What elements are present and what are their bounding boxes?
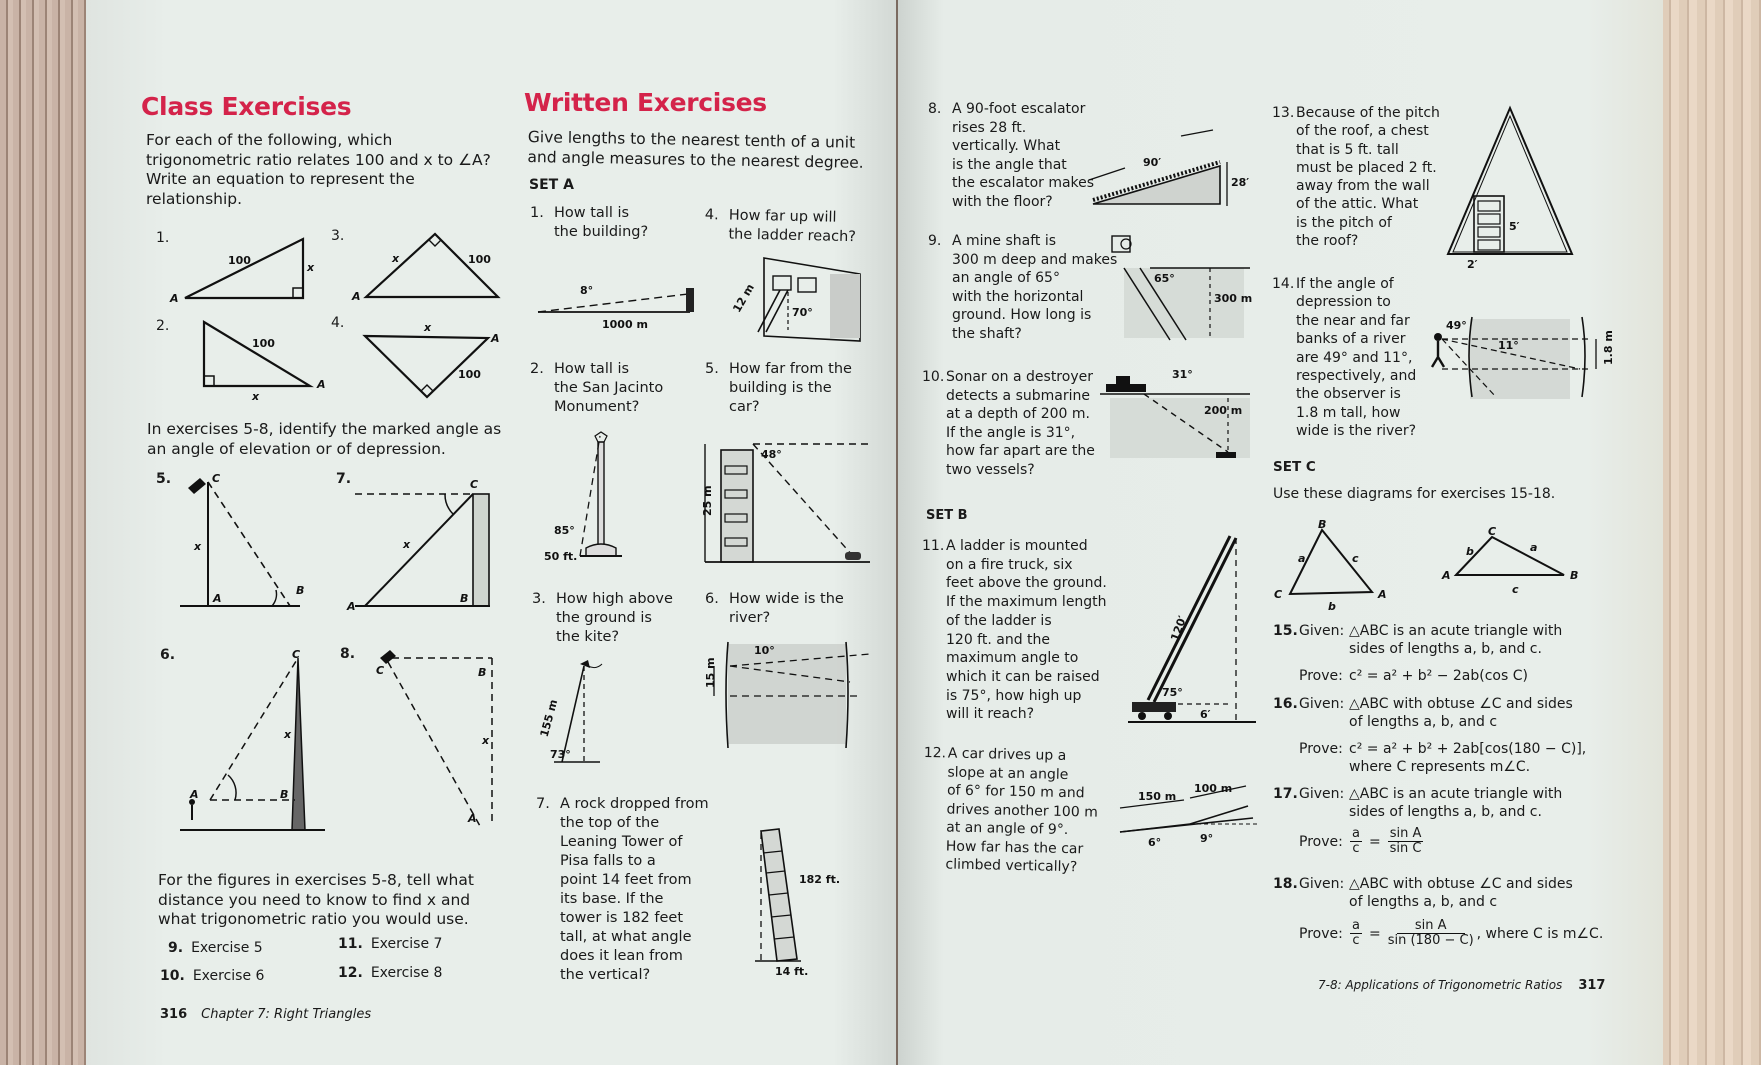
figure-7-cliff-diagram xyxy=(345,478,505,613)
svg-text:x: x xyxy=(403,538,411,551)
svg-text:200 m: 200 m xyxy=(1204,404,1243,417)
figure-5-flag-diagram xyxy=(180,470,310,610)
svg-text:B: B xyxy=(478,666,487,679)
class-exercises-intro: For each of the following, which trigonometric ratio relates 100 and x to ∠A? Write an equation to represent the relationship. xyxy=(146,131,491,208)
svg-text:c: c xyxy=(1512,583,1519,596)
figure-6-number: 6. xyxy=(160,647,176,663)
question-13: 13. Because of the pitch of the roof, a chest that is 5 ft. tall must be placed 2 ft. away from the wall of the attic. What is the pitch of the roof? xyxy=(1272,105,1440,250)
exercise-11: 11. Exercise 7 xyxy=(338,936,443,952)
svg-text:75°: 75° xyxy=(1162,686,1183,699)
written-q5: 5. How far from the building is the car? xyxy=(705,361,852,415)
q7-leaning-tower-diagram xyxy=(755,825,865,978)
svg-text:C: C xyxy=(376,664,385,677)
written-q6: 6. How wide is the river? xyxy=(705,591,844,626)
figure-1-triangle xyxy=(170,236,320,305)
q11-fire-truck-ladder-diagram xyxy=(1128,530,1258,730)
svg-text:A: A xyxy=(468,812,477,825)
page-number-317: 317 xyxy=(1578,978,1606,993)
svg-text:x: x xyxy=(392,252,400,265)
svg-text:A: A xyxy=(1442,569,1451,582)
svg-text:x: x xyxy=(424,321,432,334)
proof-15: 15.Given: △ABC is an acute triangle with sides of lengths a, b, and c. Prove: c² = a² + b² − 2ab(cos C) xyxy=(1273,623,1563,684)
svg-text:x: x xyxy=(252,390,260,403)
page-number-316: 316 xyxy=(160,1007,188,1022)
svg-text:100: 100 xyxy=(458,368,481,381)
written-q2: 2. How tall is the San Jacinto Monument? xyxy=(530,361,664,415)
right-page-footer xyxy=(1318,978,1605,993)
figure-8-number: 8. xyxy=(340,646,356,662)
question-10: 10. Sonar on a destroyer detects a submarine at a depth of 200 m. If the angle is 31°, how far apart are the two vessels? xyxy=(922,369,1095,478)
svg-text:B: B xyxy=(1570,569,1579,582)
svg-text:A: A xyxy=(352,290,361,303)
svg-text:65°: 65° xyxy=(1154,272,1175,285)
fraction-sinA-over-sin180C: $\frac{\text{sin A}}{\sin (180 - C)}$ xyxy=(1387,918,1474,948)
svg-text:c: c xyxy=(1352,552,1359,565)
svg-text:73°: 73° xyxy=(550,748,571,761)
q5-building-car-diagram xyxy=(695,440,875,570)
svg-text:12 m: 12 m xyxy=(730,281,757,315)
svg-text:b: b xyxy=(1466,545,1474,558)
svg-text:B: B xyxy=(280,788,289,801)
svg-text:100: 100 xyxy=(228,254,251,267)
figure-4-number: 4. xyxy=(331,315,345,331)
set-a-label: SET A xyxy=(529,177,574,193)
set-c-label: SET C xyxy=(1273,459,1316,475)
svg-text:B: B xyxy=(296,584,305,597)
svg-text:28′: 28′ xyxy=(1231,176,1250,189)
figure-3-number: 3. xyxy=(331,228,345,244)
set-b-label: SET B xyxy=(926,508,968,523)
written-q1: 1. How tall is the building? xyxy=(530,205,649,240)
figure-8-kite-diagram xyxy=(370,648,510,833)
q1-building-diagram xyxy=(538,282,698,332)
svg-text:B: B xyxy=(460,592,469,605)
svg-text:a: a xyxy=(1298,552,1306,565)
svg-text:300 m: 300 m xyxy=(1214,292,1253,305)
svg-text:x: x xyxy=(307,261,315,274)
acute-triangle-abc xyxy=(1270,518,1400,613)
svg-text:C: C xyxy=(1274,588,1283,601)
svg-text:b: b xyxy=(1328,600,1336,613)
fraction-a-over-c: $\frac{a}{c}$ xyxy=(1352,918,1360,948)
question-8: 8. A 90-foot escalator rises 28 ft. vertically. What is the angle that the escalator makes with the floor? xyxy=(928,101,1095,210)
figure-1-number: 1. xyxy=(156,230,170,246)
svg-text:A: A xyxy=(491,332,500,345)
svg-text:85°: 85° xyxy=(554,524,575,537)
svg-text:a: a xyxy=(1530,541,1538,554)
svg-text:100: 100 xyxy=(468,253,491,266)
set-c-intro: Use these diagrams for exercises 15-18. xyxy=(1273,486,1556,502)
svg-text:150 m: 150 m xyxy=(1138,790,1177,803)
exercise-9: 9. Exercise 5 xyxy=(168,940,263,956)
proof-16: 16.Given: △ABC with obtuse ∠C and sides of lengths a, b, and c Prove: c² = a² + b² + 2ab[cos(180 − C)], where C represents m∠C. xyxy=(1273,696,1587,775)
q6-river-diagram xyxy=(700,640,875,755)
q4-ladder-diagram xyxy=(730,256,860,346)
svg-text:49°: 49° xyxy=(1446,319,1467,332)
left-page-footer xyxy=(160,1007,371,1022)
question-11: 11. A ladder is mounted on a fire truck, six feet above the ground. If the maximum length of the ladder is 120 ft. and the maximum angle to which it can be raised is 75°, how high up will it reach? xyxy=(922,538,1107,723)
svg-text:9°: 9° xyxy=(1200,832,1214,845)
figure-6-tower-diagram xyxy=(180,650,330,835)
fraction-sinA-over-sinC: $\frac{\text{sin A}}{\text{sin C}}$ xyxy=(1389,826,1422,856)
svg-text:25 m: 25 m xyxy=(701,485,714,516)
q9-mine-shaft-diagram xyxy=(1110,232,1260,342)
q14-river-observer-diagram xyxy=(1430,315,1615,405)
svg-text:2′: 2′ xyxy=(1467,258,1478,271)
svg-text:x: x xyxy=(482,734,490,747)
q8-escalator-diagram xyxy=(1085,128,1255,213)
figure-2-triangle xyxy=(200,320,330,403)
svg-text:90′: 90′ xyxy=(1143,156,1162,169)
svg-text:1.8 m: 1.8 m xyxy=(1602,330,1615,365)
question-12: 12. A car drives up a slope at an angle of 6° for 150 m and drives another 100 m at an angle of 9°. How far has the car climbed vertically? xyxy=(923,744,1098,876)
q2-monument-diagram xyxy=(540,432,640,567)
written-q3: 3. How high above the ground is the kite? xyxy=(532,591,673,645)
svg-text:10°: 10° xyxy=(754,644,775,657)
proof-18: 18.Given: △ABC with obtuse ∠C and sides of lengths a, b, and c Prove: $\frac{a}{c}$ = $\frac{\text{sin A}}{\sin (180 - C)}$ , where C is m∠C. xyxy=(1273,876,1604,948)
svg-text:A: A xyxy=(170,292,179,305)
svg-text:8°: 8° xyxy=(580,284,594,297)
svg-text:182 ft.: 182 ft. xyxy=(799,873,841,886)
svg-text:x: x xyxy=(194,540,202,553)
instruction-9-12: For the figures in exercises 5-8, tell what distance you need to know to find x and what trigonometric ratio you would use. xyxy=(158,871,474,928)
exercise-10: 10. Exercise 6 xyxy=(160,968,265,984)
svg-text:A: A xyxy=(1378,588,1387,601)
q12-car-slope-diagram xyxy=(1118,778,1263,848)
svg-text:A: A xyxy=(347,600,356,613)
svg-text:15 m: 15 m xyxy=(704,657,717,688)
question-14: 14. If the angle of depression to the near and far banks of a river are 49° and 11°, respectively, and the observer is 1.8 m tall, how wide is the river? xyxy=(1272,276,1417,440)
instruction-5-8: In exercises 5-8, identify the marked angle as an angle of elevation or of depression. xyxy=(147,420,502,458)
svg-text:120′: 120′ xyxy=(1168,613,1190,643)
svg-text:70°: 70° xyxy=(792,306,813,319)
q13-attic-roof-diagram xyxy=(1445,106,1575,271)
svg-text:1000 m: 1000 m xyxy=(602,318,648,331)
svg-text:C: C xyxy=(1488,525,1497,538)
book-page-edges-left xyxy=(0,0,88,1065)
chapter-title: Chapter 7: Right Triangles xyxy=(201,1007,372,1022)
svg-text:11°: 11° xyxy=(1498,339,1519,352)
book-page-edges-right xyxy=(1661,0,1761,1065)
svg-text:6°: 6° xyxy=(1148,836,1162,849)
class-exercises-heading: Class Exercises xyxy=(141,92,352,121)
svg-text:A: A xyxy=(317,378,326,391)
q3-kite-diagram xyxy=(537,658,640,768)
svg-text:B: B xyxy=(1318,518,1327,531)
svg-text:50 ft.: 50 ft. xyxy=(544,550,578,563)
written-exercises-intro: Give lengths to the nearest tenth of a unit and angle measures to the nearest degree. xyxy=(527,128,864,172)
figure-7-number: 7. xyxy=(336,471,352,487)
svg-text:5′: 5′ xyxy=(1509,220,1520,233)
figure-3-triangle xyxy=(350,230,510,305)
svg-text:100: 100 xyxy=(252,337,275,350)
figure-4-triangle xyxy=(360,322,510,402)
svg-text:C: C xyxy=(212,472,221,485)
svg-text:14 ft.: 14 ft. xyxy=(775,965,809,978)
svg-text:6′: 6′ xyxy=(1200,708,1211,721)
svg-text:48°: 48° xyxy=(761,448,782,461)
svg-text:A: A xyxy=(213,592,222,605)
obtuse-triangle-abc xyxy=(1440,527,1620,602)
svg-text:155 m: 155 m xyxy=(537,698,561,739)
written-exercises-heading: Written Exercises xyxy=(524,88,767,117)
proof-17: 17.Given: △ABC is an acute triangle with sides of lengths a, b, and c. Prove: $\frac{a}{c}$ = $\frac{\text{sin A}}{\text{sin C}}$ xyxy=(1273,786,1563,856)
svg-text:x: x xyxy=(284,728,292,741)
section-title: 7-8: Applications of Trigonometric Ratios xyxy=(1318,978,1563,992)
svg-text:C: C xyxy=(470,478,479,491)
question-9: 9. A mine shaft is 300 m deep and makes an angle of 65° with the horizontal ground. How long is the shaft? xyxy=(928,233,1118,342)
figure-5-number: 5. xyxy=(156,471,172,487)
exercise-12: 12. Exercise 8 xyxy=(338,965,443,981)
written-q7: 7. A rock dropped from the top of the Leaning Tower of Pisa falls to a point 14 feet from its base. If the tower is 182 feet tall, at what angle does it lean from the vertical? xyxy=(536,796,709,983)
fraction-a-over-c: $\frac{a}{c}$ xyxy=(1352,826,1360,856)
svg-text:A: A xyxy=(190,788,199,801)
svg-text:31°: 31° xyxy=(1172,368,1193,381)
svg-text:C: C xyxy=(292,648,301,661)
written-q4: 4. How far up will the ladder reach? xyxy=(704,206,857,246)
svg-text:100 m: 100 m xyxy=(1194,782,1233,795)
figure-2-number: 2. xyxy=(156,318,170,334)
q10-sonar-diagram xyxy=(1100,364,1260,464)
